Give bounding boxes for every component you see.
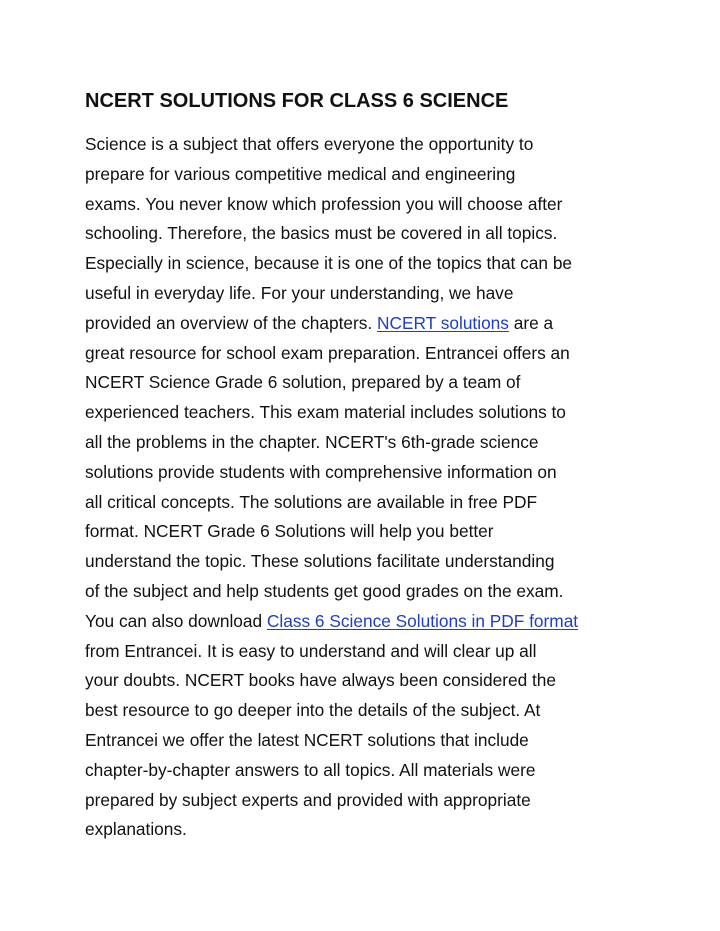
body-line: all critical concepts. The solutions are available in free PDF [85, 491, 538, 512]
body-text: provided an overview of the chapters. [85, 312, 378, 333]
body-line: all the problems in the chapter. NCERT's 6th-grade science [85, 431, 539, 452]
body-line: prepare for various competitive medical and engineering [85, 163, 516, 184]
body-line: great resource for school exam preparation. Entrancei offers an [85, 342, 570, 363]
body-line: schooling. Therefore, the basics must be covered in all topics. [85, 223, 558, 244]
body-line-with-link [85, 309, 645, 339]
body-line: exams. You never know which profession you will choose after [85, 193, 563, 214]
body-line: Entrancei we offer the latest NCERT solutions that include [85, 729, 529, 750]
ncert-solutions-link[interactable]: NCERT solutions [377, 312, 509, 333]
body-line: experienced teachers. This exam material includes solutions to [85, 402, 566, 423]
body-line: best resource to go deeper into the details of the subject. At [85, 700, 541, 721]
body-line: Especially in science, because it is one of the topics that can be [85, 253, 573, 274]
document-body [85, 130, 645, 845]
body-text: You can also download [85, 610, 267, 631]
body-line: from Entrancei. It is easy to understand and will clear up all [85, 640, 537, 661]
class-6-science-pdf-link[interactable]: Class 6 Science Solutions in PDF format [266, 610, 579, 631]
body-line: understand the topic. These solutions facilitate understanding [85, 551, 555, 572]
body-line: solutions provide students with comprehensive information on [85, 461, 557, 482]
body-line: explanations. [85, 819, 187, 840]
body-line: format. NCERT Grade 6 Solutions will help you better [85, 521, 494, 542]
body-text: are a [508, 312, 554, 333]
body-line: Science is a subject that offers everyone the opportunity to [85, 134, 534, 154]
document-title: NCERT SOLUTIONS FOR CLASS 6 SCIENCE [85, 90, 509, 112]
body-line: your doubts. NCERT books have always been considered the [85, 670, 557, 691]
body-line: useful in everyday life. For your understanding, we have [85, 282, 514, 303]
body-line: chapter-by-chapter answers to all topics. All materials were [85, 759, 536, 780]
body-line: prepared by subject experts and provided with appropriate [85, 789, 531, 810]
body-line-with-link [85, 607, 645, 637]
body-line: of the subject and help students get good grades on the exam. [85, 580, 564, 601]
body-line: NCERT Science Grade 6 solution, prepared by a team of [85, 372, 521, 393]
